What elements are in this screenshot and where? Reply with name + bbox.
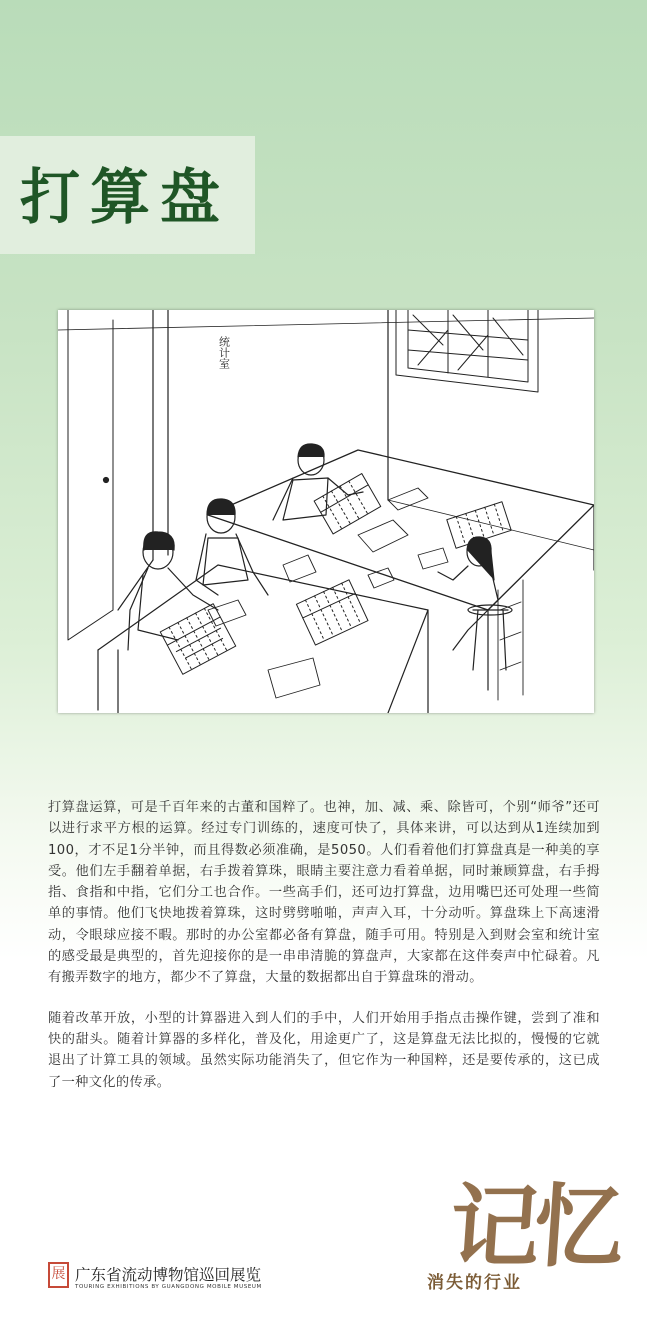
cabinet — [498, 580, 523, 700]
museum-name-en: TOURING EXHIBITIONS BY GUANGDONG MOBILE MUSEUM — [75, 1284, 262, 1290]
abacus-office-illustration — [58, 310, 594, 713]
museum-logo: 展 — [48, 1262, 69, 1288]
svg-text:统计室: 统计室 — [217, 336, 231, 369]
series-logo-subtitle: 消失的行业 — [427, 1273, 522, 1293]
article-text — [48, 797, 600, 1112]
series-logo-memory: 记忆 — [446, 1174, 622, 1280]
papers — [208, 488, 448, 698]
person-right — [438, 537, 512, 670]
paragraph-2: 随着改革开放，小型的计算器进入到人们的手中，人们开始用手指点击操作键，尝到了准和快的甜头。随着计算器的多样化，普及化，用途更广了，这是算盘无法比拟的，慢慢的它就退出了计算工具的领域。虽然实际功能消失了，但它作为一种国粹，还是要传承的，这已成了一种文化的传承。 — [48, 1010, 600, 1090]
paragraph-1: 打算盘运算，可是千百年来的古董和国粹了。也神，加、减、乘、除皆可，个别“师爷”还可以进行求平方根的运算。经过专门训练的，速度可快了，具体来讲，可以达到从1连续加到100，才不足1分半钟，而且得数必须准确，是5050。人们看着他们打算盘真是一种美的享受。他们左手翻着单据，右手拨着算珠，眼睛主要注意力看着单据，同时兼顾算盘，右手拇指、食指和中指，它们分工也合作。一些高手们，还可边打算盘，边用嘴巴还可处理一些简单的事情。他们飞快地拨着算珠，这时劈劈啪啪，声声入耳，十分动听。算盘珠上下高速滑动，令眼球应接不暇。那时的办公室都必备有算盘，随手可用。特别是入到财会室和统计室的感受最是典型的，首先迎接你的是一串串清脆的算盘声，大家都在这伴奏声中忙碌着。凡有搬弄数字的地方，都少不了算盘，大量的数据都出自于算盘珠的滑动。 — [48, 800, 600, 986]
page-title: 打算盘 — [20, 163, 230, 233]
abacus-3 — [314, 474, 381, 534]
museum-name-cn: 广东省流动博物馆巡回展览 — [75, 1266, 262, 1284]
person-left — [128, 532, 218, 650]
office-sign — [218, 335, 231, 369]
person-middle — [196, 499, 268, 595]
